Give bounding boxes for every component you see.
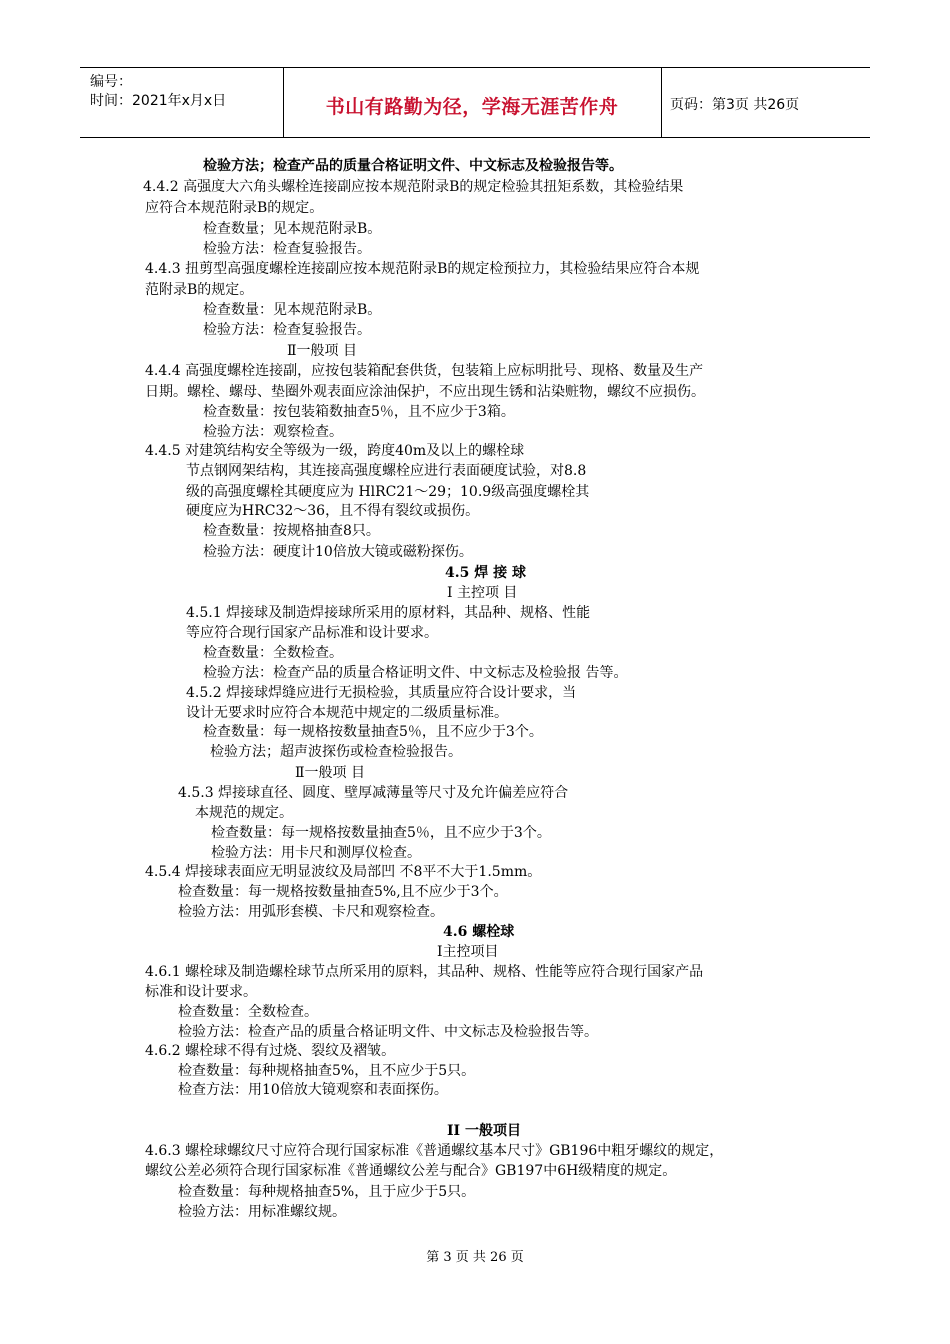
text-line: 检验方法：检查产品的质量合格证明文件、中文标志及检验报 告等。: [203, 665, 628, 681]
section-subheading: I主控项目: [437, 944, 499, 960]
time-label: 时间：2021年x月x日: [90, 93, 227, 109]
header-motto: 书山有路勤为径，学海无涯苦作舟: [325, 96, 619, 118]
text-line: 4.5.2 焊接球焊缝应进行无损检验，其质量应符合设计要求，当: [186, 685, 577, 701]
text-line: 检查数量：按包装箱数抽查5％，且不应少于3箱。: [203, 404, 515, 420]
text-line: 检查数量：每种规格抽查5%，且于应少于5只。: [178, 1184, 476, 1200]
text-line: 应符合本规范附录B的规定。: [145, 200, 324, 216]
text-line: 检查方法：用10倍放大镜观察和表面探伤。: [178, 1082, 448, 1098]
text-line: 设计无要求时应符合本规范中规定的二级质量标准。: [186, 705, 508, 721]
text-line: 检查数量：全数检查。: [178, 1004, 318, 1020]
text-line: 检验方法：检查复验报告。: [203, 241, 371, 257]
text-line: 4.4.3 扭剪型高强度螺栓连接副应按本规范附录B的规定检预拉力，其检验结果应符合本规: [145, 261, 700, 277]
text-line: 检验方法：用弧形套模、卡尺和观察检查。: [178, 904, 444, 920]
text-line: 检查数量：每一规格按数量抽查5％，且不应少于3个。: [211, 825, 551, 841]
text-line: 日期。螺栓、螺母、垫圈外观表面应涂油保护，不应出现生锈和沾染赃物，螺纹不应损伤。: [145, 384, 705, 400]
text-line: 硬度应为HRC32～36，且不得有裂纹或损伤。: [186, 503, 480, 519]
text-line: 级的高强度螺栓其硬度应为 HlRC21～29；10.9级高强度螺栓其: [186, 484, 590, 500]
page-footer: 第 3 页 共 26 页: [426, 1250, 524, 1265]
text-line: 4.6.3 螺栓球螺纹尺寸应符合现行国家标准《普通螺纹基本尺寸》GB196中粗牙螺纹的规定，: [145, 1143, 724, 1159]
section-heading: 4.6 螺栓球: [443, 924, 515, 940]
header-page-label: 页码：第3页 共26页: [670, 97, 800, 113]
section-heading: II 一般项目: [447, 1123, 521, 1139]
text-line: 检验方法；检查产品的质量合格证明文件、中文标志及检验报告等。: [203, 158, 623, 174]
text-line: 检查数量：按规格抽查8只。: [203, 523, 380, 539]
text-line: 标准和设计要求。: [145, 984, 257, 1000]
text-line: 检查数量：见本规范附录B。: [203, 302, 382, 318]
text-line: 4.4.2 高强度大六角头螺栓连接副应按本规范附录B的规定检验其扭矩系数，其检验结果: [143, 179, 684, 195]
text-line: 检查数量：每一规格按数量抽查5%,且不应少于3个。: [178, 884, 508, 900]
text-line: 4.6.2 螺栓球不得有过烧、裂纹及褶皱。: [145, 1043, 396, 1059]
text-line: 4.6.1 螺栓球及制造螺栓球节点所采用的原料，其品种、规格、性能等应符合现行国家产品: [145, 964, 704, 980]
text-line: 4.5.4 焊接球表面应无明显波纹及局部凹 不8平不大于1.5mm。: [145, 864, 542, 880]
section-subheading: Ⅰ 主控项 目: [447, 585, 518, 601]
text-line: 检验方法：用卡尺和测厚仪检查。: [211, 845, 421, 861]
page-header: [80, 67, 870, 138]
text-line: 本规范的规定。: [195, 805, 293, 821]
text-line: 检验方法：硬度计10倍放大镜或磁粉探伤。: [203, 544, 473, 560]
text-line: 检验方法：检查复验报告。: [203, 322, 371, 338]
text-line: 检查数量：每一规格按数量抽查5％，且不应少于3个。: [203, 724, 543, 740]
header-divider: [661, 68, 662, 137]
text-line: 检验方法：检查产品的质量合格证明文件、中文标志及检验报告等。: [178, 1024, 598, 1040]
text-line: 检查数量；见本规范附录B。: [203, 221, 382, 237]
text-line: 螺纹公差必须符合现行国家标准《普通螺纹公差与配合》GB197中6H级精度的规定。: [145, 1163, 677, 1179]
section-subheading: Ⅱ一般项 目: [295, 765, 365, 781]
text-line: 等应符合现行国家产品标准和设计要求。: [186, 625, 438, 641]
text-line: 检查数量：每种规格抽查5%，且不应少于5只。: [178, 1063, 476, 1079]
text-line: 4.5.1 焊接球及制造焊接球所采用的原材料，其品种、规格、性能: [186, 605, 591, 621]
code-label: 编号：: [90, 74, 132, 90]
section-heading: 4.5 焊 接 球: [445, 565, 526, 581]
text-line: 检验方法：观察检查。: [203, 424, 343, 440]
text-line: 检验方法；超声波探伤或检查检验报告。: [210, 744, 462, 760]
section-subheading: Ⅱ一般项 目: [287, 343, 357, 359]
text-line: 检查数量：全数检查。: [203, 645, 343, 661]
text-line: 范附录B的规定。: [145, 282, 254, 298]
text-line: 节点钢网架结构，其连接高强度螺栓应进行表面硬度试验，对8.8: [186, 463, 587, 479]
text-line: 检验方法：用标准螺纹规。: [178, 1204, 346, 1220]
text-line: 4.5.3 焊接球直径、圆度、壁厚减薄量等尺寸及允许偏差应符合: [178, 785, 569, 801]
text-line: 4.4.4 高强度螺栓连接副，应按包装箱配套供货，包装箱上应标明批号、现格、数量及生产: [145, 363, 704, 379]
header-meta: [90, 73, 226, 111]
text-line: 4.4.5 对建筑结构安全等级为一级，跨度40m及以上的螺栓球: [145, 443, 525, 459]
